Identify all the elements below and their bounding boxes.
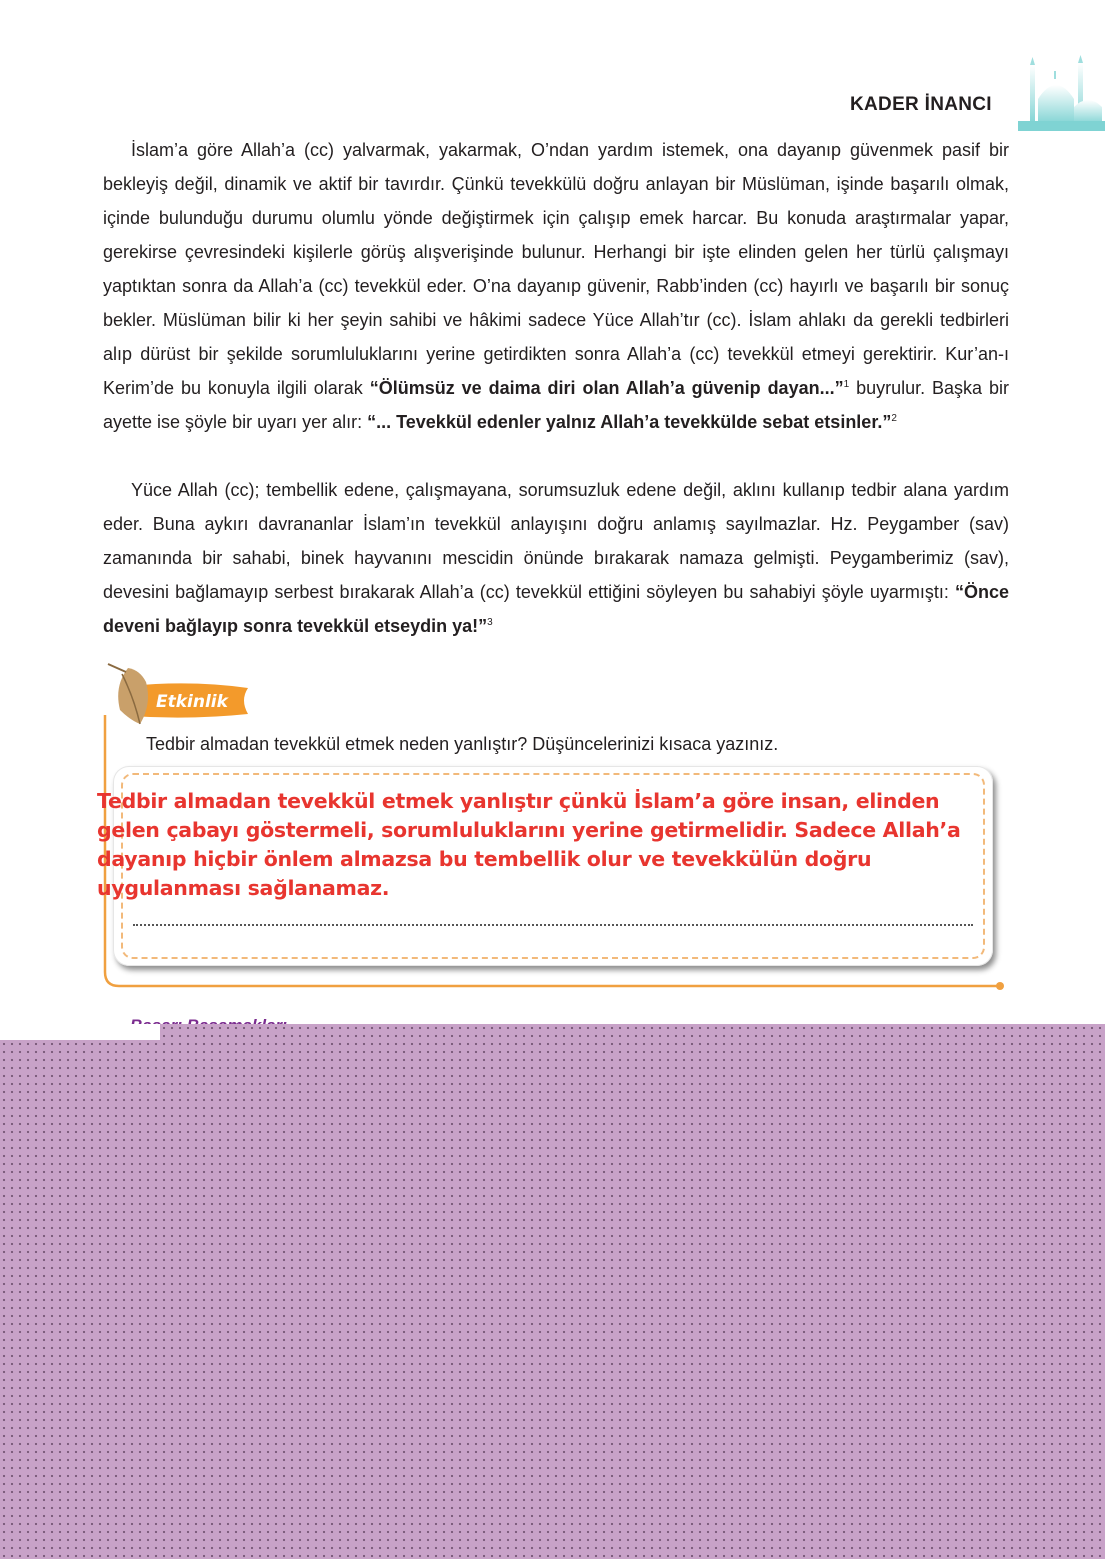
overlay-gap <box>0 1024 160 1040</box>
quote-hadith: “Önce deveni bağlayıp sonra tevekkül etseydin ya!” <box>103 582 1009 636</box>
footnote-ref-1: 1 <box>843 379 850 390</box>
mosque-silhouette-icon <box>1018 55 1105 131</box>
quill-icon <box>108 664 148 724</box>
chapter-title: KADER İNANCI <box>850 94 992 115</box>
paragraph-tevekkul: İslam’a göre Allah’a (cc) yalvarmak, yakarmak, O’ndan yardım istemek, ona dayanıp güvenmek pasif bir bekleyiş değil, dinamik ve aktif bir tavırdır. Çünkü tevekkülü doğru anlayan bir Müslüman, işinde başarılı olmak, içinde bulunduğu durumu olumlu yönde değiştirmek için çalışıp emek harcar. Bu konuda araştırmalar yapar, gerekirse çevresindeki kişilerle görüş alışverişinde bulunur. Herhangi bir işte elinden gelen her türlü çalışmayı yaptıktan sonra da Allah’a (cc) tevekkül eder. O’na dayanıp güvenir, Rabb’inden (cc) hayırlı ve başarılı bir sonuç bekler. Müslüman bilir ki her şeyin sahibi ve hâkimi sadece Yüce Allah’tır (cc). İslam ahlakı da gerekli tedbirleri alıp dürüst bir şekilde sorumluluklarını yerine getirdikten sonra Allah’a (cc) tevekkül etmeyi gerektirir. Kur’an-ı Kerim’de bu konuyla ilgili olarak “Ölümsüz ve daima diri olan Allah’a güvenip dayan...”$^1$ buyrulur. Başka bir ayette ise şöyle bir uyarı yer alır: “... Tevekkül edenler yalnız Allah’a tevekkülde sebat etsinler.”$^2$ <box>103 140 1009 432</box>
quote-ayah-1: “Ölümsüz ve daima diri olan Allah’a güvenip dayan...” <box>369 378 844 398</box>
footnote-ref-2: 2 <box>891 413 897 424</box>
paragraph-tedbir: Yüce Allah (cc); tembellik edene, çalışmayana, sorumsuzluk edene değil, aklını kullanıp tedbir alana yardım eder. Buna aykırı davrananlar İslam’ın tevekkül anlayışını doğru anlamış sayılmazlar. Hz. Peygamber (sav) zamanında bir sahabi, binek hayvanını mescidin önünde bırakarak namaza gelmişti. Peygamberimiz (sav), devesini bağlamayıp serbest bırakarak Allah’a (cc) tevekkül ettiğini söyleyen bu sahabiyi şöyle uyarmıştı: “Önce deveni bağlayıp sonra tevekkül etseydin ya!”$^3$ <box>103 480 1009 636</box>
activity-prompt: Tedbir almadan tevekkül etmek neden yanlıştır? Düşüncelerinizi kısaca yazınız. <box>146 734 779 754</box>
activity-label: Etkinlik <box>156 692 228 712</box>
handwritten-answer: Tedbir almadan tevekkül etmek yanlıştır çünkü İslam’a göre insan, elinden gelen çabayı göstermeli, sorumluluklarını yerine getirmelidir. Sadece Allah’a dayanıp hiçbir önlem almazsa bu tembellik olur ve tevekkülün doğru uygulanması sağlanamaz. <box>97 789 961 900</box>
quote-ayah-2: “... Tevekkül edenler yalnız Allah’a tevekkülde sebat etsinler.” <box>367 412 892 432</box>
footnote-ref-3: 3 <box>487 617 493 628</box>
answer-writing-line <box>133 924 973 926</box>
redaction-overlay <box>0 1024 1105 1559</box>
